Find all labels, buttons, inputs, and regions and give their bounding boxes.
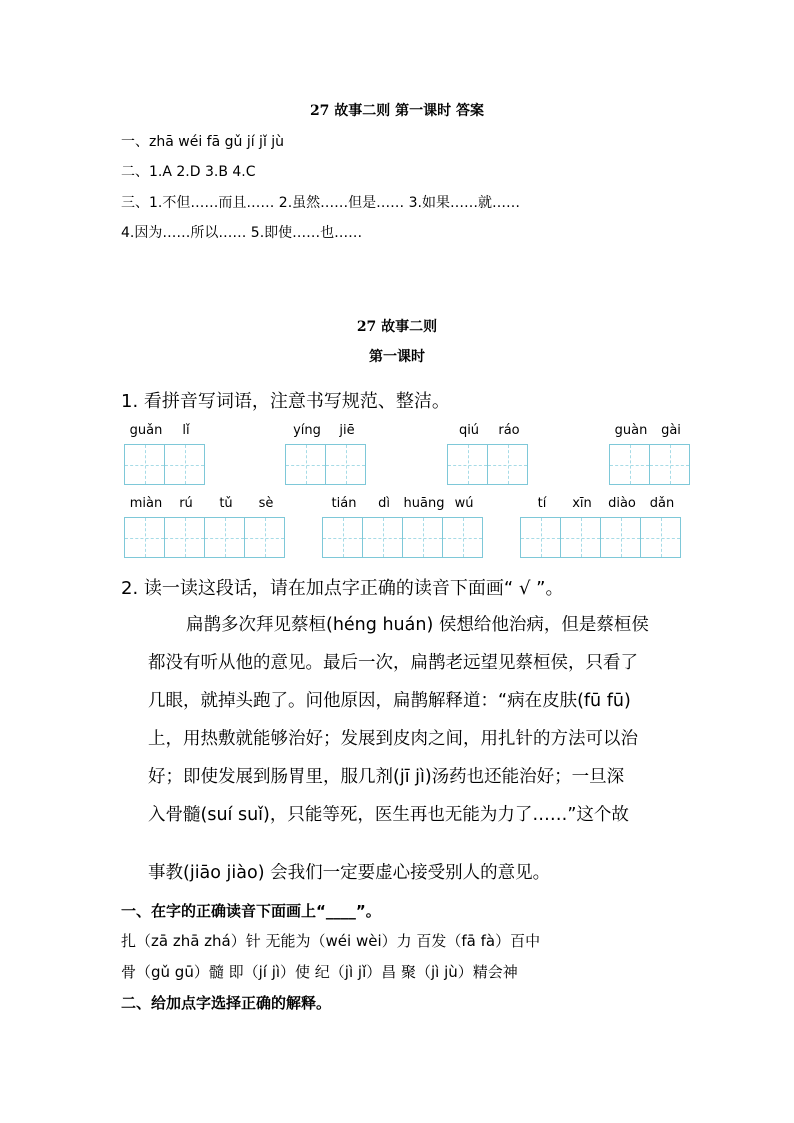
- grid-cell[interactable]: [124, 423, 165, 485]
- q2-prompt: 2. 读一读这段话，请在加点字正确的读音下面画“ √ ”。: [121, 578, 564, 599]
- part2-heading: 二、给加点字选择正确的解释。: [121, 994, 332, 1012]
- pinyin-label: tí: [537, 496, 547, 511]
- pinyin-label: miàn: [129, 496, 163, 511]
- lesson-subtitle: 第一课时: [369, 349, 425, 365]
- grid-cell[interactable]: [285, 423, 326, 485]
- q2-paragraph-line-3: 几眼，就掉头跑了。问他原因，扁鹊解释道：“病在皮肤(fū fū): [148, 691, 631, 711]
- writing-grid-6[interactable]: [322, 496, 482, 558]
- pinyin-label: tǔ: [219, 496, 233, 511]
- grid-cell[interactable]: [649, 423, 690, 485]
- q2-paragraph-line-7: 事教(jiāo jiào) 会我们一定要虚心接受别人的意见。: [148, 863, 551, 883]
- q1-prompt: 1. 看拼音写词语，注意书写规范、整洁。: [121, 391, 450, 412]
- pinyin-label: guǎn: [129, 423, 163, 438]
- pinyin-label: dì: [378, 496, 390, 511]
- pinyin-label: dǎn: [649, 496, 675, 511]
- pinyin-label: qiú: [458, 423, 480, 438]
- grid-cell[interactable]: [124, 496, 165, 558]
- grid-cell[interactable]: [447, 423, 488, 485]
- pinyin-label: diào: [608, 496, 636, 511]
- grid-cell[interactable]: [325, 423, 366, 485]
- grid-cell[interactable]: [362, 496, 403, 558]
- q2-paragraph-line-5: 好；即使发展到肠胃里，服几剂(jī jì)汤药也还能治好；一旦深: [148, 767, 625, 787]
- grid-cell[interactable]: [322, 496, 363, 558]
- pinyin-label: gài: [661, 423, 681, 438]
- grid-cell[interactable]: [600, 496, 641, 558]
- pinyin-label: tián: [331, 496, 357, 511]
- pinyin-label: huāng: [403, 496, 445, 511]
- pinyin-label: jiē: [339, 423, 355, 438]
- grid-cell[interactable]: [487, 423, 528, 485]
- grid-cell[interactable]: [244, 496, 285, 558]
- grid-cell[interactable]: [609, 423, 650, 485]
- q2-paragraph-line-2: 都没有听从他的意见。最后一次，扁鹊老远望见蔡桓侯，只看了: [148, 653, 638, 673]
- grid-cell[interactable]: [520, 496, 561, 558]
- writing-grid-7[interactable]: [520, 496, 680, 558]
- answer-line-3: 三、1.不但……而且…… 2.虽然……但是…… 3.如果……就……: [121, 195, 520, 211]
- pinyin-label: sè: [258, 496, 274, 511]
- part1-line-1: 扎（zā zhā zhá）针 无能为（wéi wèi）力 百发（fā fà）百中: [121, 932, 541, 950]
- part1-line-2: 骨（gǔ gū）髓 即（jí jì）使 纪（jì jǐ）昌 聚（jì jù）精会神: [121, 963, 518, 981]
- pinyin-label: rú: [179, 496, 193, 511]
- writing-grid-5[interactable]: [124, 496, 284, 558]
- answer-title: 27 故事二则 第一课时 答案: [309, 103, 485, 119]
- pinyin-label: xīn: [572, 496, 592, 511]
- pinyin-label: lǐ: [182, 423, 190, 438]
- pinyin-label: wú: [454, 496, 474, 511]
- answer-line-4: 4.因为……所以…… 5.即使……也……: [121, 225, 363, 241]
- q2-paragraph-line-1: 扁鹊多次拜见蔡桓(héng huán) 侯想给他治病，但是蔡桓侯: [186, 615, 649, 635]
- answer-line-1: 一、zhā wéi fā gǔ jí jǐ jù: [121, 134, 285, 150]
- grid-cell[interactable]: [204, 496, 245, 558]
- part1-heading: 一、在字的正确读音下面画上“____”。: [121, 902, 381, 920]
- q2-paragraph-line-4: 上，用热敷就能够治好；发展到皮肉之间，用扎针的方法可以治: [148, 729, 638, 749]
- q2-paragraph-line-6: 入骨髓(suí suǐ)，只能等死，医生再也无能为力了……”这个故: [148, 805, 629, 825]
- grid-cell[interactable]: [164, 423, 205, 485]
- answer-line-2: 二、1.A 2.D 3.B 4.C: [121, 164, 256, 180]
- grid-cell[interactable]: [442, 496, 483, 558]
- lesson-title: 27 故事二则: [356, 319, 438, 335]
- writing-grid-4[interactable]: [609, 423, 689, 485]
- writing-grid-1[interactable]: [124, 423, 204, 485]
- pinyin-label: guàn: [614, 423, 648, 438]
- pinyin-label: ráo: [498, 423, 520, 438]
- grid-cell[interactable]: [164, 496, 205, 558]
- grid-cell[interactable]: [560, 496, 601, 558]
- pinyin-label: yíng: [293, 423, 321, 438]
- grid-cell[interactable]: [402, 496, 445, 558]
- writing-grid-2[interactable]: [285, 423, 365, 485]
- grid-cell[interactable]: [640, 496, 681, 558]
- writing-grid-3[interactable]: [447, 423, 527, 485]
